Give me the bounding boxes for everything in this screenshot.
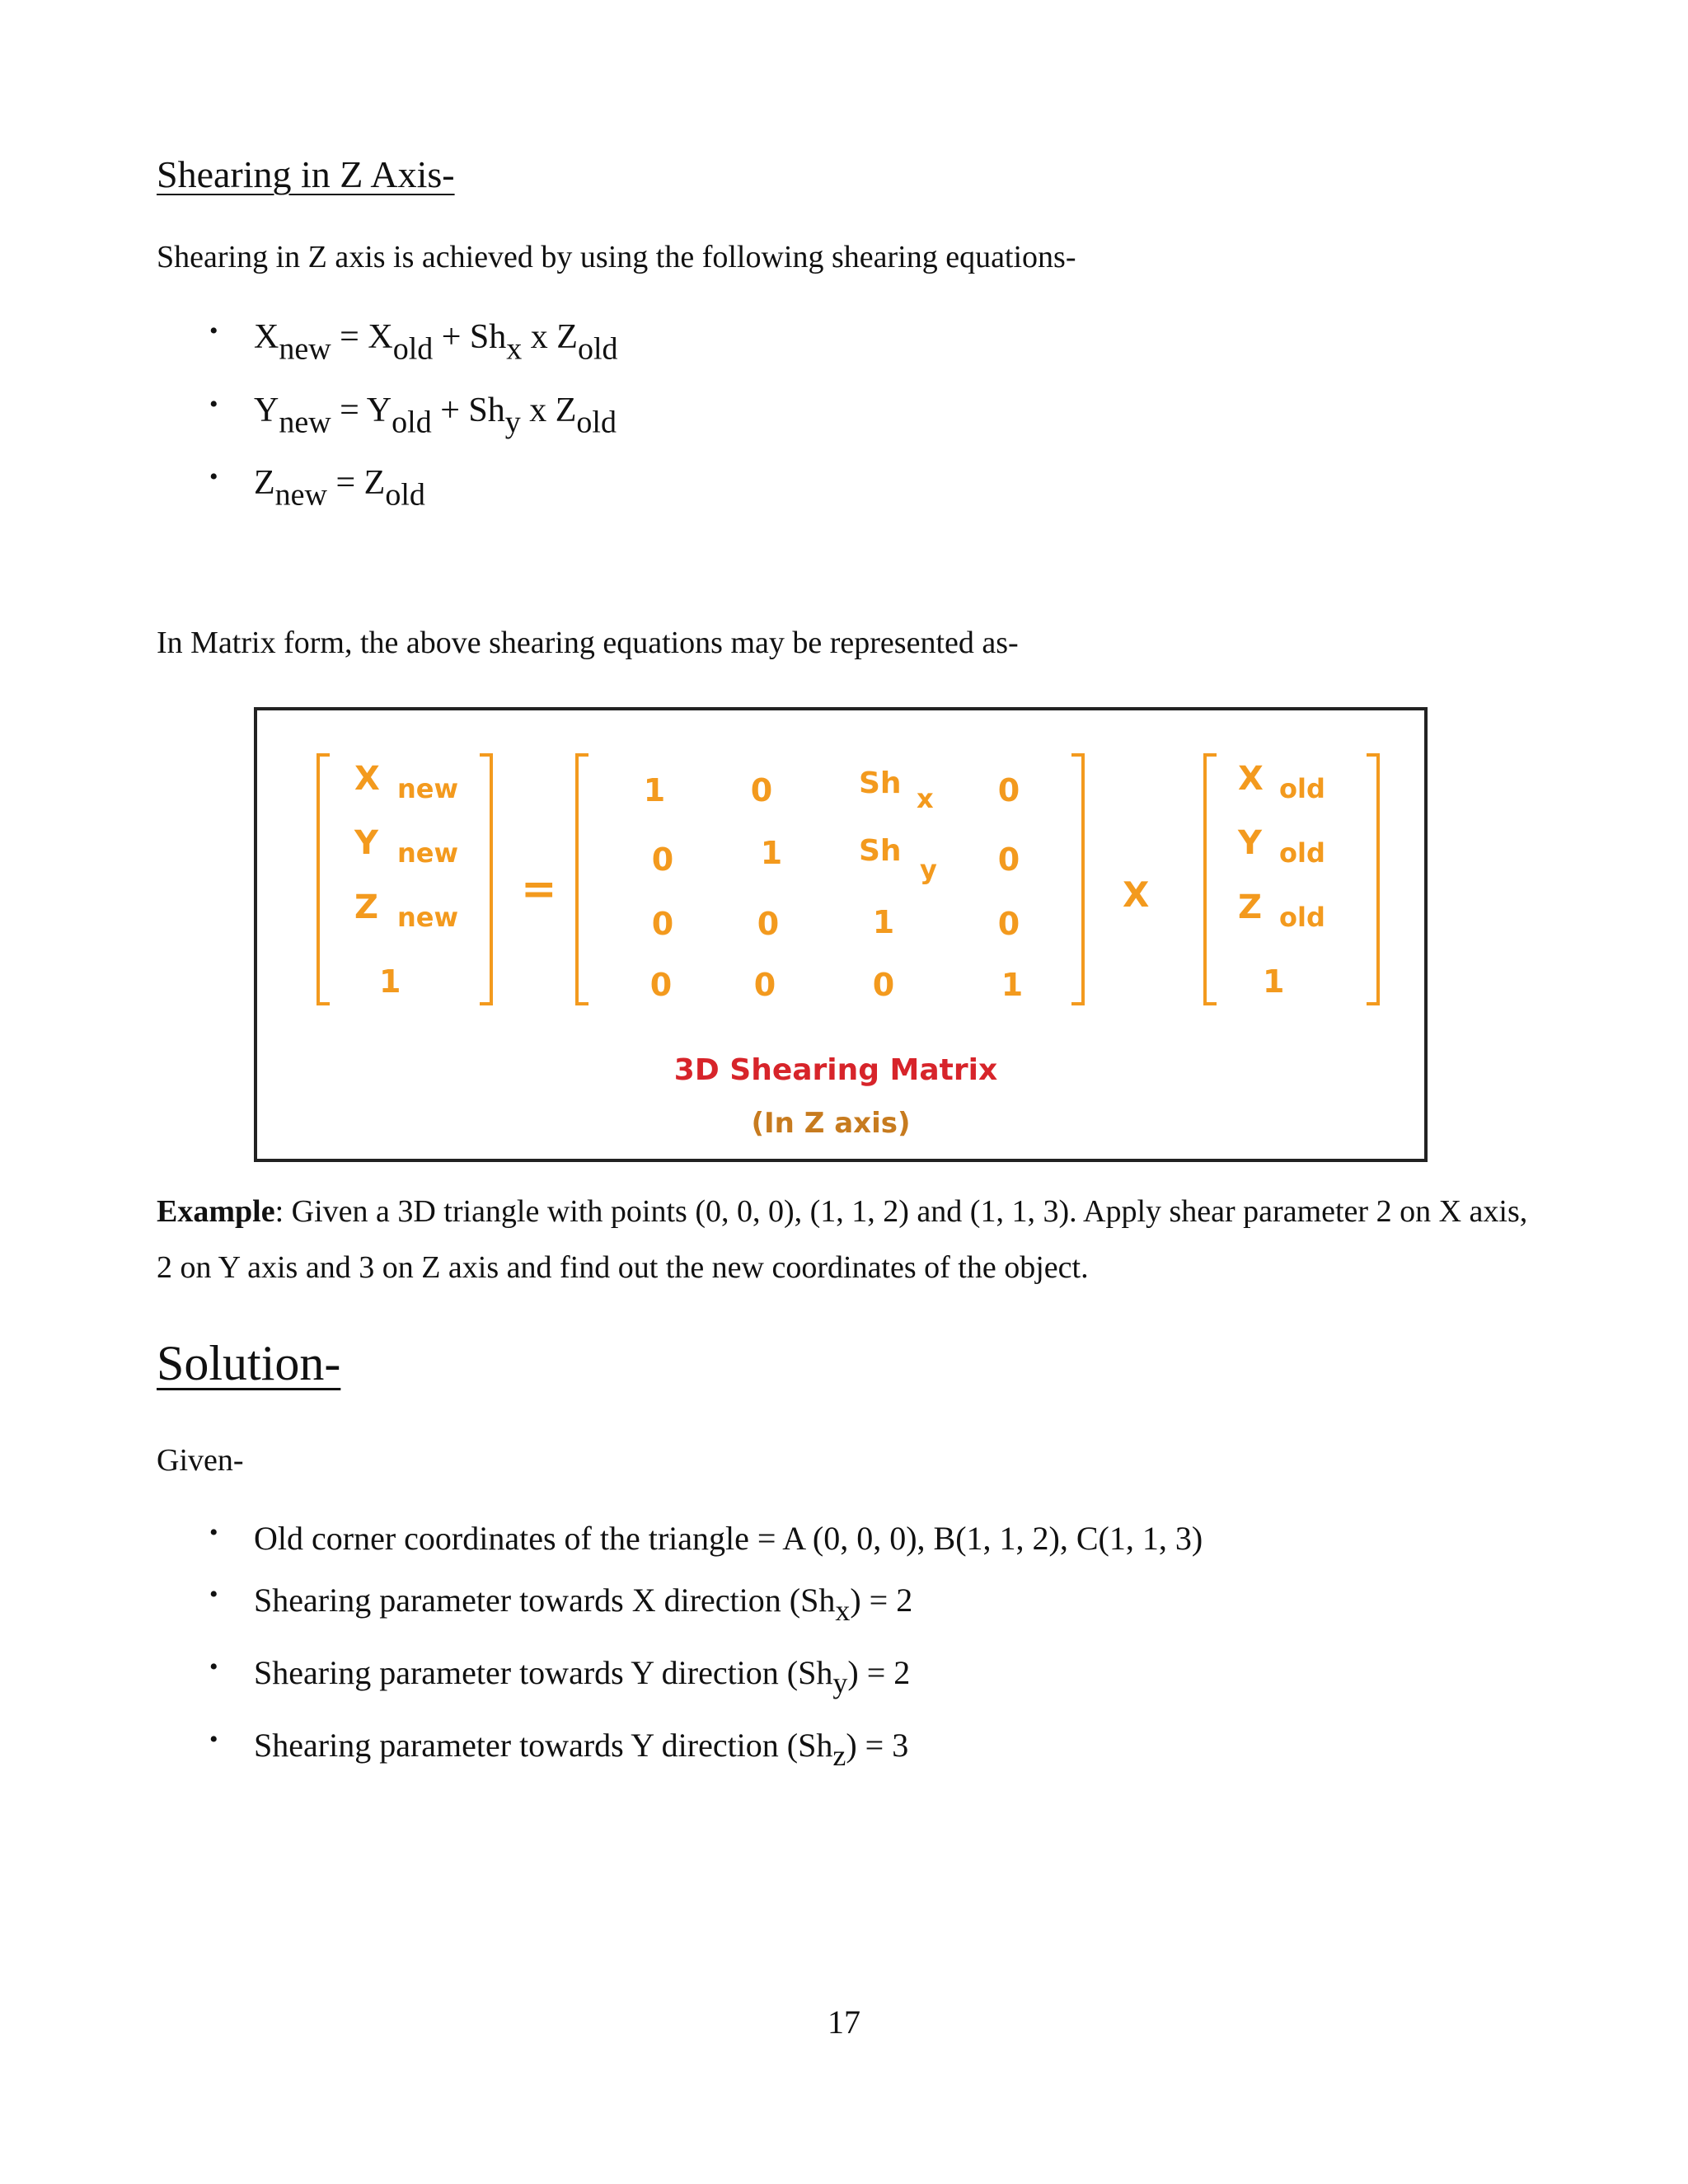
lhs-x: X — [354, 760, 380, 798]
rhs-right-bracket — [1367, 755, 1378, 1004]
example-label: Example — [157, 1194, 275, 1229]
shearing-matrix-figure — [254, 707, 1428, 1162]
matrix-diagram — [257, 710, 1424, 1159]
m-r2c4: 0 — [997, 841, 1020, 878]
m-r3c4: 0 — [997, 906, 1020, 942]
m-r3c2: 0 — [757, 906, 780, 942]
m-r1c1: 1 — [643, 772, 666, 808]
given-label: Given- — [157, 1443, 244, 1478]
rhs-z: Z — [1238, 888, 1263, 926]
bullet: • — [209, 317, 218, 344]
lhs-y: Y — [354, 824, 378, 862]
example-paragraph — [157, 1183, 1541, 1296]
lhs-one: 1 — [379, 963, 401, 1000]
lhs-vector — [354, 760, 458, 1000]
intro-paragraph: Shearing in Z axis is achieved by using the following shearing equations- — [157, 240, 1076, 274]
rhs-x-sub: old — [1279, 773, 1325, 804]
page-number: 17 — [828, 2004, 860, 2041]
bullet: • — [209, 1653, 218, 1680]
m-r3c1: 0 — [651, 906, 674, 942]
lhs-left-bracket — [318, 755, 330, 1004]
main-right-bracket — [1071, 755, 1083, 1004]
rhs-y-sub: old — [1279, 837, 1325, 869]
rhs-z-sub: old — [1279, 902, 1325, 933]
m-r1c4: 0 — [997, 772, 1020, 808]
rhs-left-bracket — [1205, 755, 1217, 1004]
rhs-y: Y — [1238, 824, 1262, 862]
bullet: • — [209, 463, 218, 490]
section-heading: Shearing in Z Axis- — [157, 153, 455, 195]
m-r1c3: Sh — [859, 766, 902, 800]
rhs-x: X — [1238, 760, 1264, 798]
lhs-right-bracket — [480, 755, 491, 1004]
m-r1c2: 0 — [750, 772, 773, 808]
m-r4c2: 0 — [753, 967, 776, 1003]
document-page: Shearing in Z Axis- Shearing in Z axis is achieved by using the following shearing equations- • $X_{new} = X_{old} + Sh_x$ x $Z_{old}$ • $Y_{new} = Y_{old} + Sh_y$ x $Z_{old}$ • $Z_{new} = Z_{old}$ In Matrix form, the above shearing equations may be represented as- X new Y new Z new 1 = 1 0 Sh x 0 0 1 Sh y 0 0 0 1 0 0 0 0 1 X X old Y old Z old 1 3D Shearing Matrix (In Z axis) Example: Given a 3D triangle with points (0, 0, 0), (1, 1, 2) and (1, 1, 3). Apply shear parameter 2 on X axis, 2 on Y axis and 3 on Z axis and find out the new coordinates of the object. Solution- Given- • Old corner coordinates of the triangle = A (0, 0, 0), B(1, 1, 2), C(1, 1, 3) • Shearing parameter towards X direction $(Sh_x) = 2$ • Shearing parameter towards Y direction $(Sh_y) = 2$ • Shearing parameter towards Y direction $(Sh_z) = 3$ 17 — [0, 0, 1688, 2184]
shear-matrix — [644, 766, 1023, 1003]
m-r3c3: 1 — [872, 904, 895, 940]
matrix-intro: In Matrix form, the above shearing equations may be represented as- — [157, 626, 1019, 660]
equals-sign: = — [521, 865, 557, 914]
figure-caption-subtitle: (In Z axis) — [751, 1107, 911, 1140]
bullet: • — [209, 391, 218, 418]
figure-caption-title: 3D Shearing Matrix — [673, 1053, 998, 1087]
lhs-y-sub: new — [397, 837, 459, 869]
m-r2c3: Sh — [859, 834, 902, 868]
m-r2c1: 0 — [651, 841, 674, 878]
rhs-vector — [1237, 760, 1325, 1000]
rhs-one: 1 — [1263, 963, 1285, 1000]
bullet: • — [209, 1519, 218, 1546]
m-r2c3-sub: y — [920, 854, 937, 885]
m-r4c4: 1 — [1001, 967, 1024, 1003]
solution-heading: Solution- — [157, 1336, 341, 1390]
multiply-sign: X — [1123, 874, 1150, 915]
bullet: • — [209, 1581, 218, 1608]
example-text: : Given a 3D triangle with points (0, 0, 0), (1, 1, 2) and (1, 1, 3). Apply shear parameter 2 on X axis, 2 on Y axis and 3 on Z axis and find out the new coordinates of the object. — [157, 1194, 1528, 1285]
bullet: • — [209, 1726, 218, 1753]
main-left-bracket — [577, 755, 588, 1004]
m-r4c1: 0 — [649, 967, 673, 1003]
lhs-z-sub: new — [397, 902, 459, 933]
lhs-x-sub: new — [397, 773, 459, 804]
lhs-z: Z — [354, 888, 379, 926]
m-r2c2: 1 — [760, 835, 783, 871]
m-r4c3: 0 — [872, 967, 895, 1003]
m-r1c3-sub: x — [917, 783, 934, 814]
